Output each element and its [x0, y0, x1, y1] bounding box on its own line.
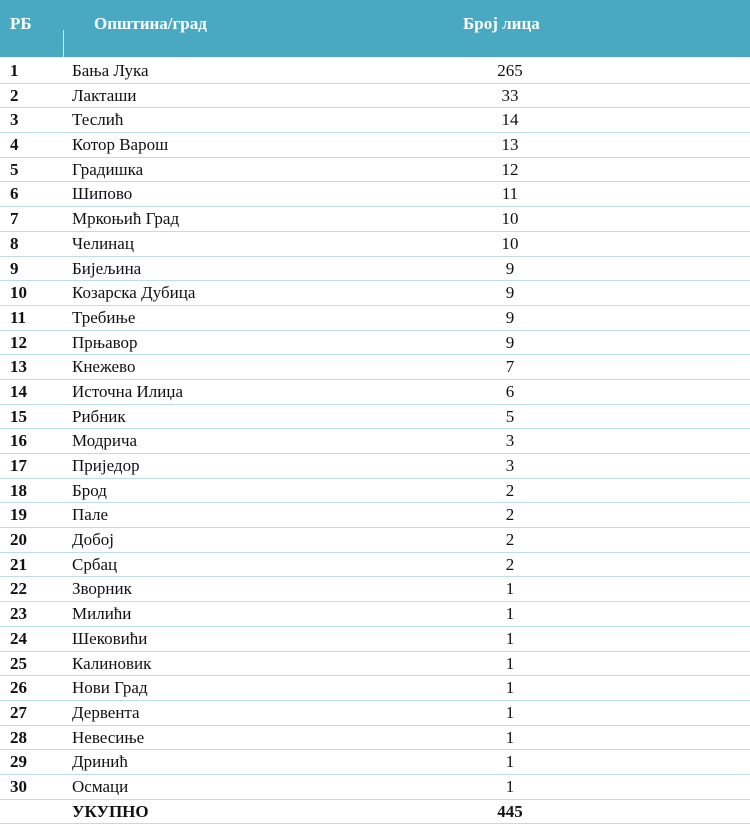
row-number: 14	[10, 381, 27, 401]
row-count: 1	[505, 702, 515, 722]
row-count: 6	[505, 381, 515, 401]
row-number: 23	[10, 604, 27, 624]
row-count: 13	[501, 135, 519, 155]
row-number: 11	[10, 307, 27, 327]
row-number: 19	[10, 505, 27, 525]
row-count: 9	[505, 258, 515, 278]
row-municipality: Мркоњић Град	[72, 209, 180, 229]
row-municipality: Дринић	[72, 752, 128, 772]
row-count: 1	[505, 727, 515, 747]
row-municipality: Требиње	[72, 307, 136, 327]
row-municipality: Србац	[72, 554, 118, 574]
row-municipality: Калиновик	[72, 653, 152, 673]
row-count: 2	[505, 505, 515, 525]
row-municipality: Невесиње	[72, 727, 145, 747]
row-municipality: Осмаци	[72, 776, 129, 796]
table-row	[0, 84, 750, 109]
row-count: 12	[501, 159, 519, 179]
row-number: 13	[10, 357, 27, 377]
header-separator	[63, 30, 64, 57]
row-count: 1	[505, 628, 515, 648]
table-row	[0, 701, 750, 726]
row-municipality: Бијељина	[72, 258, 142, 278]
row-municipality: Пале	[72, 505, 109, 525]
row-number: 6	[10, 184, 19, 204]
table-row	[0, 355, 750, 380]
row-municipality: Козарска Дубица	[72, 283, 196, 303]
row-municipality: Лакташи	[72, 85, 137, 105]
row-municipality: Бања Лука	[72, 61, 149, 80]
row-count: 3	[505, 431, 515, 451]
table-row	[0, 429, 750, 454]
row-number: 27	[10, 702, 27, 722]
row-count: 9	[505, 283, 515, 303]
row-number: 22	[10, 579, 27, 599]
row-number: 25	[10, 653, 27, 673]
row-count: 10	[501, 209, 519, 229]
row-number: 2	[10, 85, 19, 105]
row-count: 33	[501, 85, 519, 105]
row-municipality: Теслић	[72, 110, 124, 130]
table-body	[0, 59, 750, 824]
table-row	[0, 775, 750, 800]
row-number: 26	[10, 678, 27, 698]
row-number: 29	[10, 752, 27, 772]
table-row	[0, 232, 750, 257]
row-municipality: Зворник	[72, 579, 132, 599]
table-row	[0, 281, 750, 306]
table-row	[0, 454, 750, 479]
table-row	[0, 627, 750, 652]
table-row	[0, 676, 750, 701]
row-number: 3	[10, 110, 19, 130]
row-count: 11	[501, 184, 519, 204]
table-row	[0, 602, 750, 627]
row-number: 12	[10, 332, 27, 352]
table-row	[0, 577, 750, 602]
row-municipality: Шековићи	[72, 628, 148, 648]
row-number: 9	[10, 258, 19, 278]
row-count: 2	[505, 530, 515, 550]
row-count: 2	[505, 554, 515, 574]
row-count: 1	[505, 752, 515, 772]
header-rb: РБ	[10, 14, 32, 33]
row-number: 17	[10, 456, 27, 475]
row-count: 1	[505, 579, 515, 599]
row-municipality: Дервента	[72, 702, 140, 722]
row-count: 10	[501, 233, 519, 253]
row-count: 9	[505, 307, 515, 327]
row-count: 265	[497, 61, 523, 80]
row-municipality: Прњавор	[72, 332, 138, 352]
row-count: 1	[505, 776, 515, 796]
row-count: 1	[505, 678, 515, 698]
row-municipality: Приједор	[72, 456, 140, 475]
row-number: 16	[10, 431, 27, 451]
row-municipality: Милићи	[72, 604, 132, 624]
total-count: 445	[497, 801, 523, 821]
row-number: 20	[10, 530, 27, 550]
row-number: 10	[10, 283, 27, 303]
row-number: 24	[10, 628, 27, 648]
row-municipality: Кнежево	[72, 357, 136, 377]
table-row	[0, 750, 750, 775]
row-number: 7	[10, 209, 19, 229]
row-municipality: Челинац	[72, 233, 134, 253]
row-number: 18	[10, 480, 27, 500]
row-municipality: Нови Град	[72, 678, 148, 698]
row-count: 7	[505, 357, 515, 377]
row-count: 5	[505, 406, 515, 426]
table-row	[0, 553, 750, 578]
table-row	[0, 108, 750, 133]
row-number: 28	[10, 727, 27, 747]
table-row	[0, 503, 750, 528]
table-row	[0, 528, 750, 553]
row-municipality: Шипово	[72, 184, 133, 204]
row-number: 5	[10, 159, 19, 179]
row-municipality: Градишка	[72, 159, 144, 179]
table-row	[0, 726, 750, 751]
table-row	[0, 405, 750, 430]
total-label: УКУПНО	[72, 801, 149, 821]
table-row	[0, 652, 750, 677]
table-row	[0, 59, 750, 84]
table-row	[0, 257, 750, 282]
row-count: 1	[505, 653, 515, 673]
table-row	[0, 380, 750, 405]
row-municipality: Рибник	[72, 406, 126, 426]
table-header	[0, 0, 750, 57]
row-number: 8	[10, 233, 19, 253]
total-row	[0, 800, 750, 825]
table-row	[0, 158, 750, 183]
header-count: Број лица	[463, 14, 540, 33]
row-number: 21	[10, 554, 27, 574]
table-row	[0, 331, 750, 356]
row-municipality: Брод	[72, 480, 107, 500]
row-number: 15	[10, 406, 27, 426]
header-municipality: Општина/град	[94, 14, 207, 33]
row-count: 2	[505, 480, 515, 500]
table-row	[0, 133, 750, 158]
row-municipality: Добој	[72, 530, 114, 550]
table-row	[0, 479, 750, 504]
row-count: 14	[501, 110, 519, 130]
table-row	[0, 207, 750, 232]
row-municipality: Модрича	[72, 431, 138, 451]
row-count: 3	[505, 456, 515, 475]
row-number: 30	[10, 776, 27, 796]
table-row	[0, 182, 750, 207]
row-municipality: Источна Илиџа	[72, 381, 184, 401]
row-count: 1	[505, 604, 515, 624]
table-row	[0, 306, 750, 331]
row-number: 1	[10, 61, 19, 80]
row-municipality: Котор Варош	[72, 135, 169, 155]
row-count: 9	[505, 332, 515, 352]
row-number: 4	[10, 135, 19, 155]
